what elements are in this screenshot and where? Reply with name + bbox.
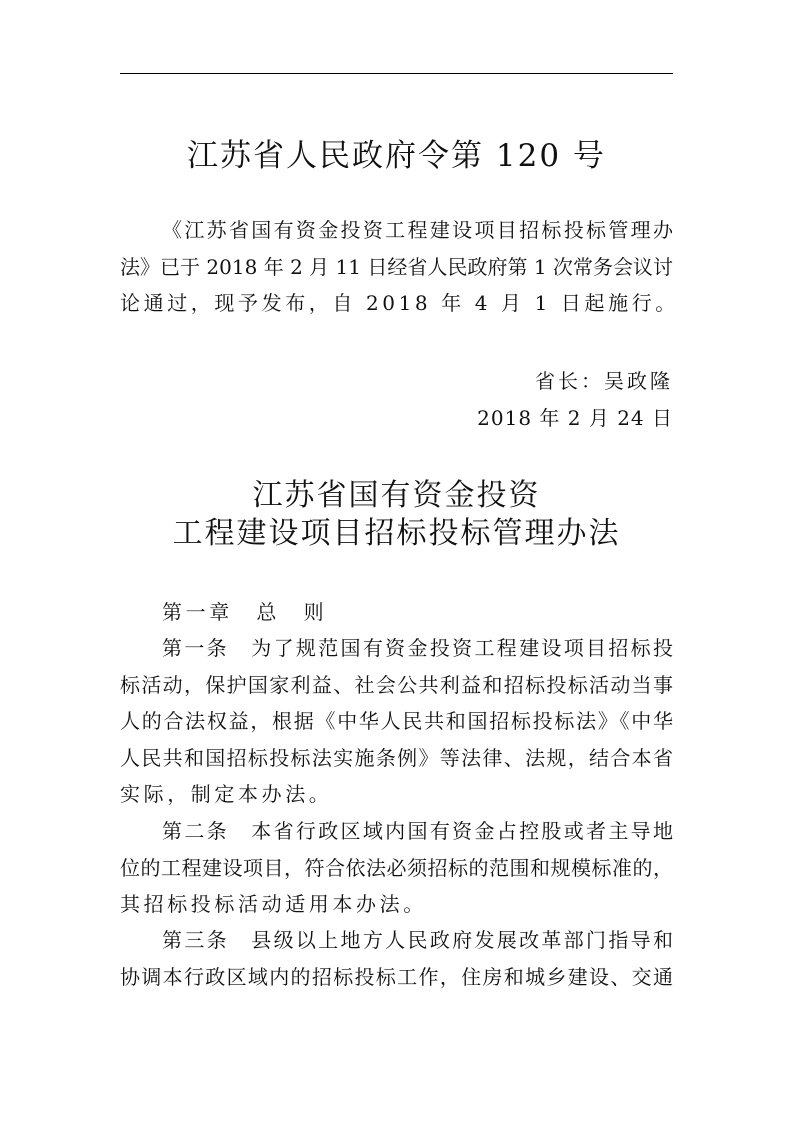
article-3: [120, 922, 673, 995]
article-line: 实际，制定本办法。: [120, 782, 333, 806]
signer: 省长：吴政隆: [535, 369, 673, 393]
chapter-heading-text: 第一章 总 则: [162, 600, 328, 624]
article-line: 第二条 本省行政区域内国有资金占控股或者主导地: [162, 819, 673, 843]
promulgation-line: 《江苏省国有资金投资工程建设项目招标投标管理办: [162, 218, 673, 242]
chapter-heading: [120, 594, 673, 631]
article-line: 协调本行政区域内的招标投标工作，住房和城乡建设、交通: [120, 964, 673, 989]
decree-title: 江苏省人民政府令第 120 号: [187, 138, 606, 174]
header-rule: [120, 73, 673, 74]
article-1: [120, 630, 673, 813]
article-line: 标活动，保护国家利益、社会公共利益和招标投标活动当事: [120, 672, 673, 697]
promulgation-line: 法》已于 2018 年 2 月 11 日经省人民政府第 1 次常务会议讨: [120, 254, 673, 279]
promulgation-line: 论通过，现予发布，自 2018 年 4 月 1 日起施行。: [120, 291, 679, 315]
sign-date: 2018 年 2 月 24 日: [477, 405, 673, 430]
regulation-title-line1: 江苏省国有资金投资: [252, 478, 541, 513]
article-line: 第一条 为了规范国有资金投资工程建设项目招标投: [162, 636, 673, 660]
regulation-title-line2: 工程建设项目招标投标管理办法: [172, 516, 621, 551]
article-2: [120, 813, 673, 923]
article-line: 第三条 县级以上地方人民政府发展改革部门指导和: [162, 928, 673, 952]
article-line: 位的工程建设项目，符合依法必须招标的范围和规模标准的，: [120, 855, 673, 880]
promulgation-paragraph: [120, 212, 679, 322]
article-line: 人的合法权益，根据《中华人民共和国招标投标法》《中华: [120, 709, 673, 733]
article-line: 其招标投标活动适用本办法。: [120, 892, 427, 916]
article-line: 人民共和国招标投标法实施条例》等法律、法规，结合本省: [120, 745, 673, 770]
signature-block: [477, 363, 673, 436]
